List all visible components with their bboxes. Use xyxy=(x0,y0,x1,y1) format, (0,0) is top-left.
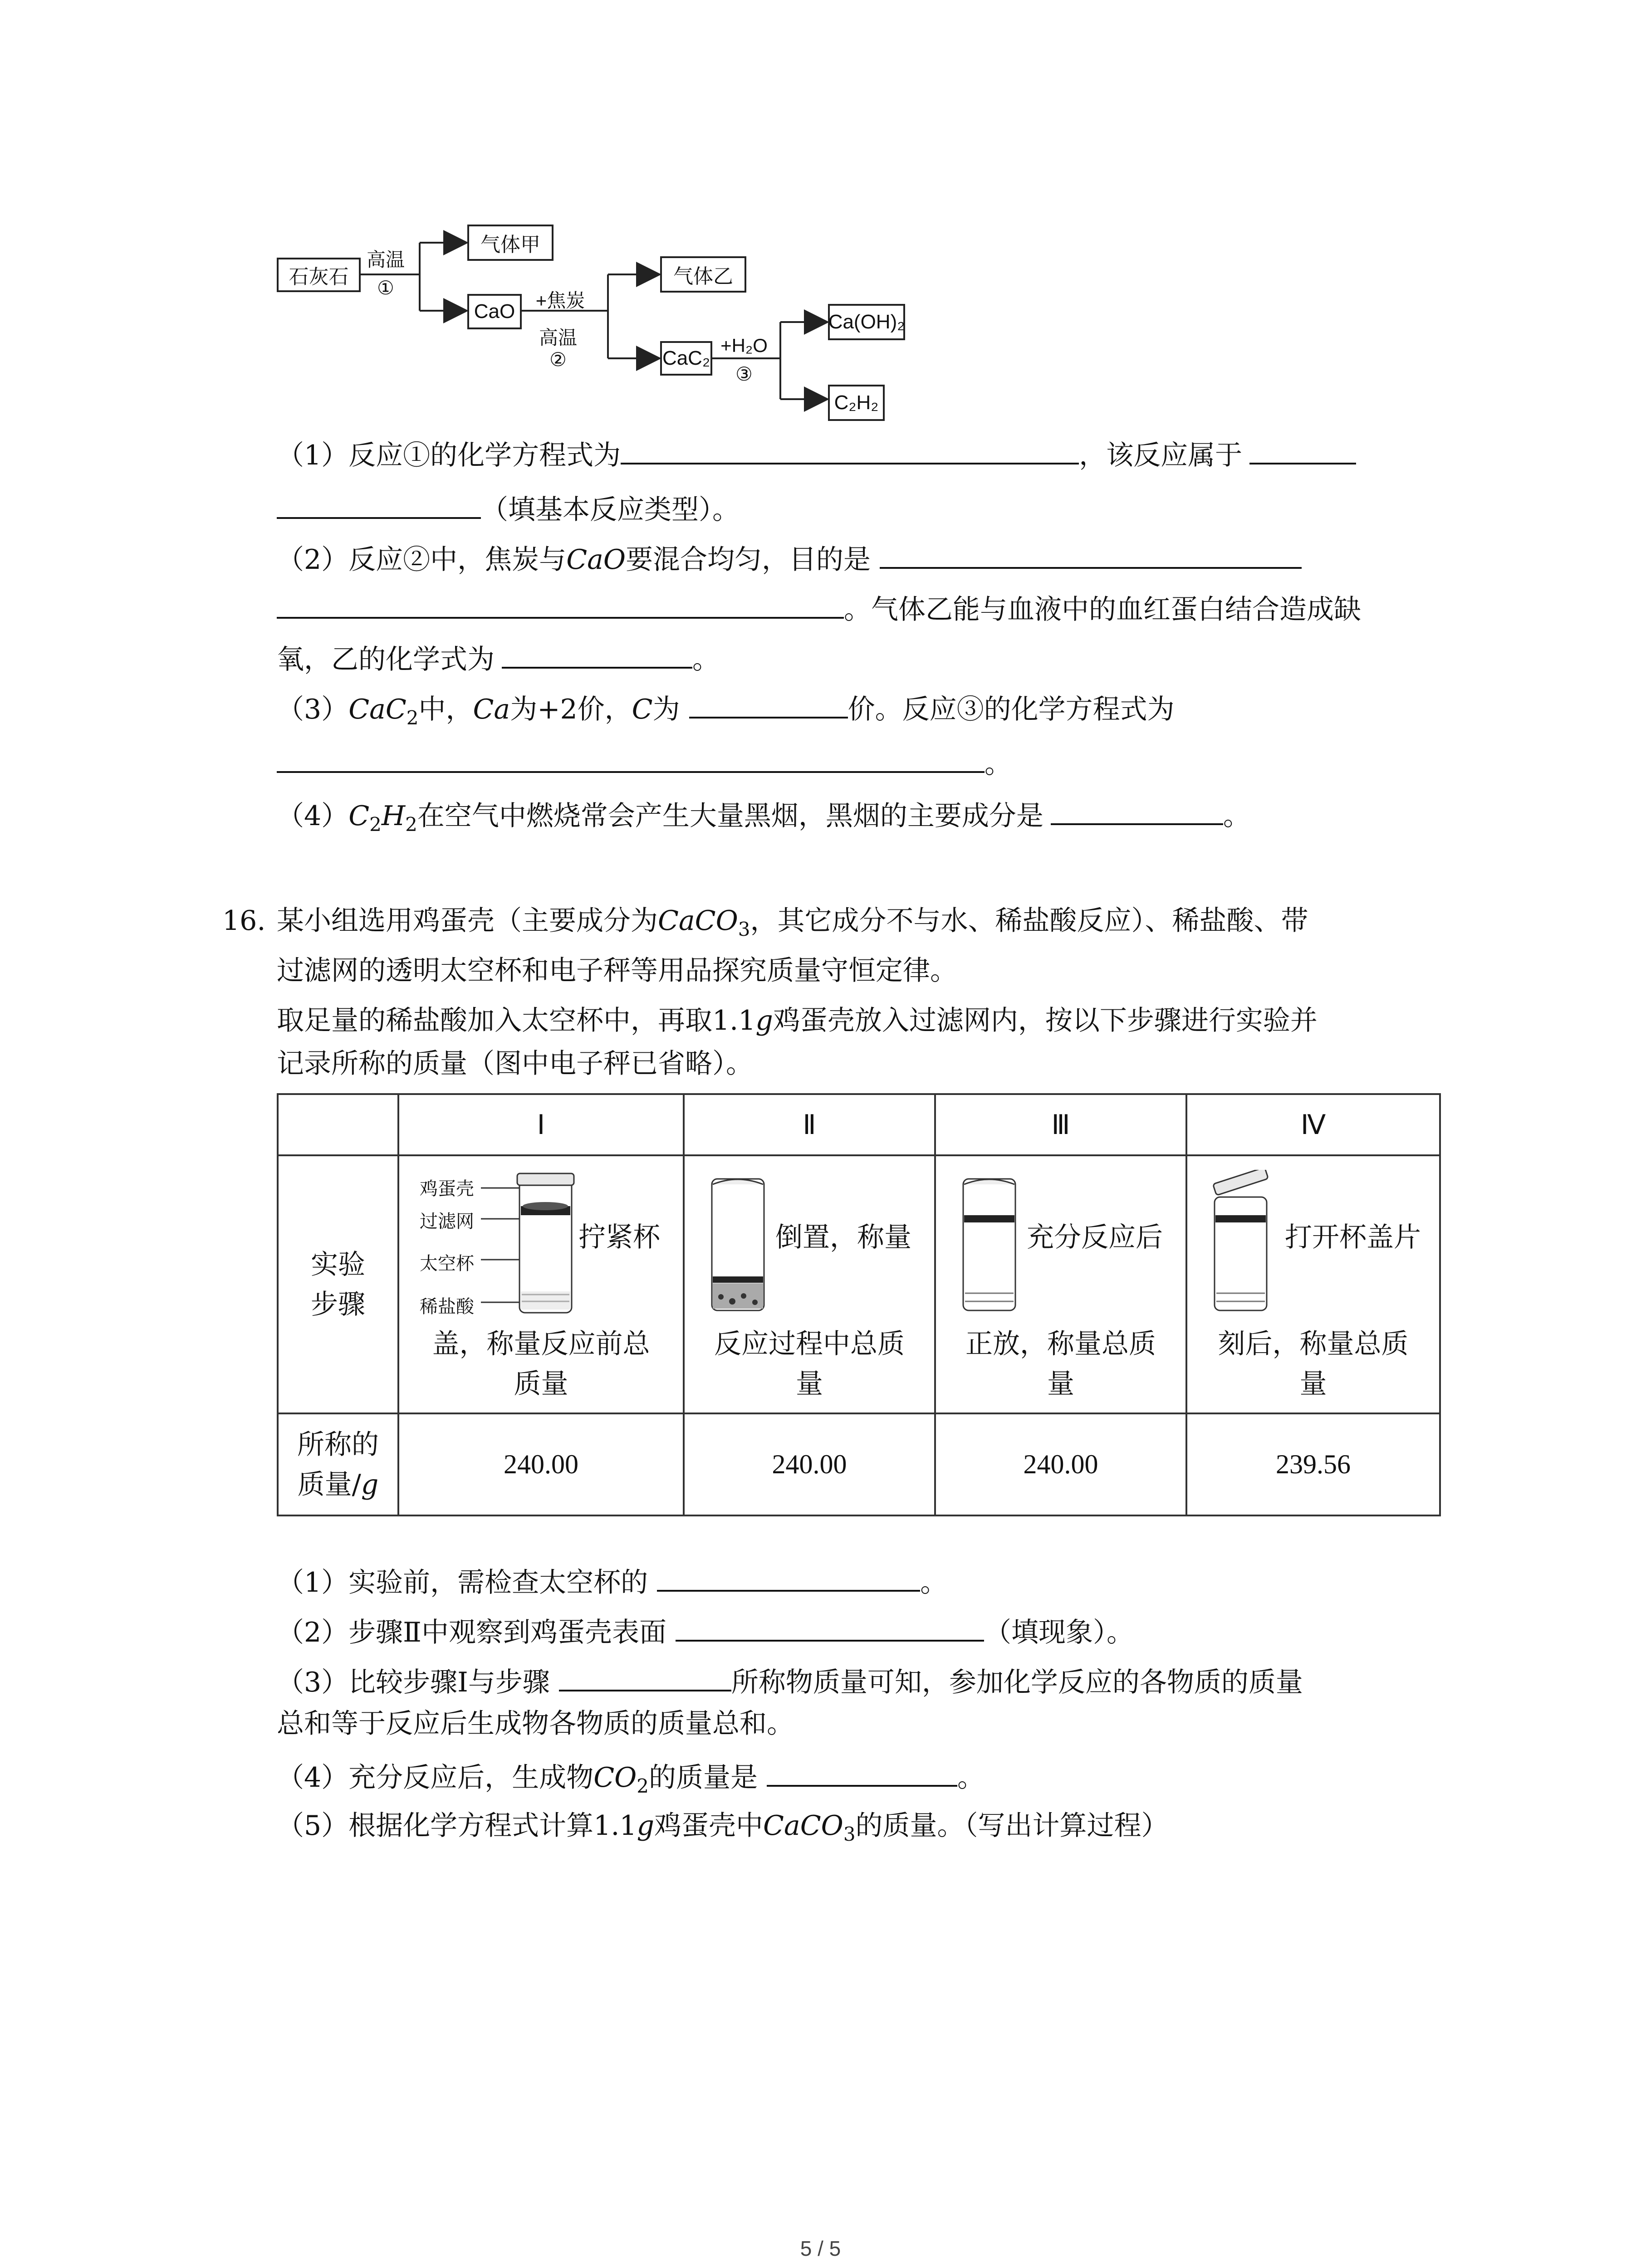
gas-b-label: 气体乙 xyxy=(673,265,733,288)
gas-a-label: 气体甲 xyxy=(480,234,540,256)
q16-intro-line4: 记录所称的质量（图中电子秤已省略）。 xyxy=(277,1048,753,1080)
step-1-line3: 质量 xyxy=(514,1368,568,1400)
mass-value-3: 240.00 xyxy=(935,1413,1186,1515)
answer-blank[interactable] xyxy=(559,1662,731,1691)
step-1-line2: 盖，称量反应前总 xyxy=(432,1328,650,1360)
answer-blank[interactable] xyxy=(277,490,481,519)
row-label-mass: 所称的 质量/g xyxy=(278,1413,398,1515)
mass-value-2: 240.00 xyxy=(684,1413,935,1515)
gas-a-box xyxy=(467,225,554,261)
cup-label-eggshell: 鸡蛋壳 xyxy=(420,1179,474,1199)
column-header: Ⅰ xyxy=(398,1094,684,1155)
answer-blank[interactable] xyxy=(1249,435,1356,464)
q15-part3-line2: 。 xyxy=(277,744,1012,782)
cao-label: CaO xyxy=(474,300,515,323)
q16-sub1: （1）实验前，需检查太空杯的 。 xyxy=(277,1563,947,1601)
q15-part2-line3: 氧，乙的化学式为 。 xyxy=(277,640,720,678)
step-cell-2 xyxy=(684,1155,935,1413)
q15-part1-line1: （1）反应①的化学方程式为 ，该反应属于 xyxy=(277,435,1356,474)
reagent-coke: +焦炭 xyxy=(535,290,585,311)
q16-number: 16. xyxy=(222,905,266,937)
column-header: Ⅳ xyxy=(1186,1094,1440,1155)
limestone-box xyxy=(277,258,361,292)
step-1-marker: ① xyxy=(377,277,394,298)
table-row-steps xyxy=(278,1155,1440,1413)
row-label-steps: 实验步骤 xyxy=(278,1155,398,1413)
table-row-mass xyxy=(278,1413,1440,1515)
answer-blank[interactable] xyxy=(657,1563,920,1592)
mass-value-4: 239.56 xyxy=(1186,1413,1440,1515)
step-2-line2: 反应过程中总质 xyxy=(714,1328,905,1360)
caoh2-label: Ca(OH)₂ xyxy=(828,311,905,333)
step-3-side-text: 充分反应后 xyxy=(1027,1222,1163,1253)
step-cell-4 xyxy=(1186,1155,1440,1413)
column-header: Ⅲ xyxy=(935,1094,1186,1155)
step-3-line2: 正放，称量总质 xyxy=(965,1328,1156,1360)
q16-sub5: （5）根据化学方程式计算1.1g鸡蛋壳中CaCO$_3$的质量。（写出计算过程） xyxy=(277,1810,1169,1845)
condition-high-temp-1: 高温 xyxy=(366,249,405,270)
limestone-label: 石灰石 xyxy=(289,266,349,288)
step-4-line3: 量 xyxy=(1299,1368,1327,1400)
caoh2-box xyxy=(828,304,905,340)
answer-blank[interactable] xyxy=(676,1613,984,1642)
step-2-line3: 量 xyxy=(796,1368,823,1400)
column-header: Ⅱ xyxy=(684,1094,935,1155)
cao-box xyxy=(467,294,522,329)
q16-intro-line3: 取足量的稀盐酸加入太空杯中，再取1.1g鸡蛋壳放入过滤网内，按以下步骤进行实验并 xyxy=(277,1005,1318,1036)
page-number: 5 / 5 xyxy=(800,2237,841,2260)
step-2-side-text: 倒置，称量 xyxy=(775,1222,911,1253)
cac2-box xyxy=(660,341,712,376)
step-4-side-text: 打开杯盖片 xyxy=(1285,1222,1421,1253)
q16-sub2: （2）步骤Ⅱ中观察到鸡蛋壳表面 （填现象）。 xyxy=(277,1613,1134,1651)
q15-part3-line1: （3）CaC$_2$中，Ca为+2价，C为 价。反应③的化学方程式为 xyxy=(277,689,1175,736)
answer-blank[interactable] xyxy=(689,689,848,719)
q15-part1-line2: （填基本反应类型）。 xyxy=(277,490,740,528)
cup-figure-2 xyxy=(707,1174,771,1320)
q15-part2-line2: 。气体乙能与血液中的血红蛋白结合造成缺 xyxy=(277,590,1361,628)
gas-b-box xyxy=(660,256,746,293)
q16-sub4: （4）充分反应后，生成物$CO_2$的质量是 。 xyxy=(277,1758,985,1804)
cup-figure-4 xyxy=(1205,1170,1283,1320)
table-header-row xyxy=(278,1094,1440,1155)
q16-intro-line1: 某小组选用鸡蛋壳（主要成分为CaCO$_3$，其它成分不与水、稀盐酸反应）、稀盐酸、带 xyxy=(277,905,1308,940)
q16-intro-line2: 过滤网的透明太空杯和电子秤等用品探究质量守恒定律。 xyxy=(277,955,957,987)
answer-blank[interactable] xyxy=(502,640,692,669)
cup-label-acid: 稀盐酸 xyxy=(420,1297,474,1317)
q15-part4: $(4)C_2H_2$在空气中燃烧常会产生大量黑烟，黑烟的主要成分是 。 xyxy=(277,796,1250,843)
c2h2-label: C₂H₂ xyxy=(834,391,879,414)
cac2-label: CaC₂ xyxy=(662,347,710,369)
q15-part2-line1: （2）反应②中，焦炭与CaO要混合均匀，目的是 xyxy=(277,540,1302,578)
step-3-marker: ③ xyxy=(735,363,753,385)
answer-blank[interactable] xyxy=(767,1758,957,1787)
mass-value-1: 240.00 xyxy=(398,1413,684,1515)
answer-blank[interactable] xyxy=(880,540,1302,569)
answer-blank[interactable] xyxy=(1051,796,1223,825)
c2h2-box xyxy=(828,385,885,421)
answer-blank[interactable] xyxy=(277,744,985,773)
cup-figure-1 xyxy=(476,1170,576,1320)
table-corner-cell xyxy=(278,1094,398,1155)
experiment-table xyxy=(277,1093,1441,1516)
cup-label-cup: 太空杯 xyxy=(420,1254,474,1274)
cup-figure-3 xyxy=(959,1174,1022,1320)
reagent-water: +H₂O xyxy=(720,335,768,356)
step-3-line3: 量 xyxy=(1047,1368,1074,1400)
condition-high-temp-2: 高温 xyxy=(539,327,577,348)
step-1-side-text: 拧紧杯 xyxy=(578,1222,660,1253)
step-2-marker: ② xyxy=(549,349,567,370)
answer-blank[interactable] xyxy=(277,590,844,619)
step-cell-3 xyxy=(935,1155,1186,1413)
cup-label-filter: 过滤网 xyxy=(420,1212,474,1232)
answer-blank[interactable] xyxy=(621,435,1079,464)
q16-sub3-line1: （3）比较步骤Ⅰ与步骤 所称物质量可知，参加化学反应的各物质的质量 xyxy=(277,1662,1303,1701)
step-4-line2: 刻后，称量总质 xyxy=(1218,1328,1409,1360)
q16-sub3-line2: 总和等于反应后生成物各物质的质量总和。 xyxy=(277,1708,794,1740)
step-cell-1 xyxy=(398,1155,684,1413)
